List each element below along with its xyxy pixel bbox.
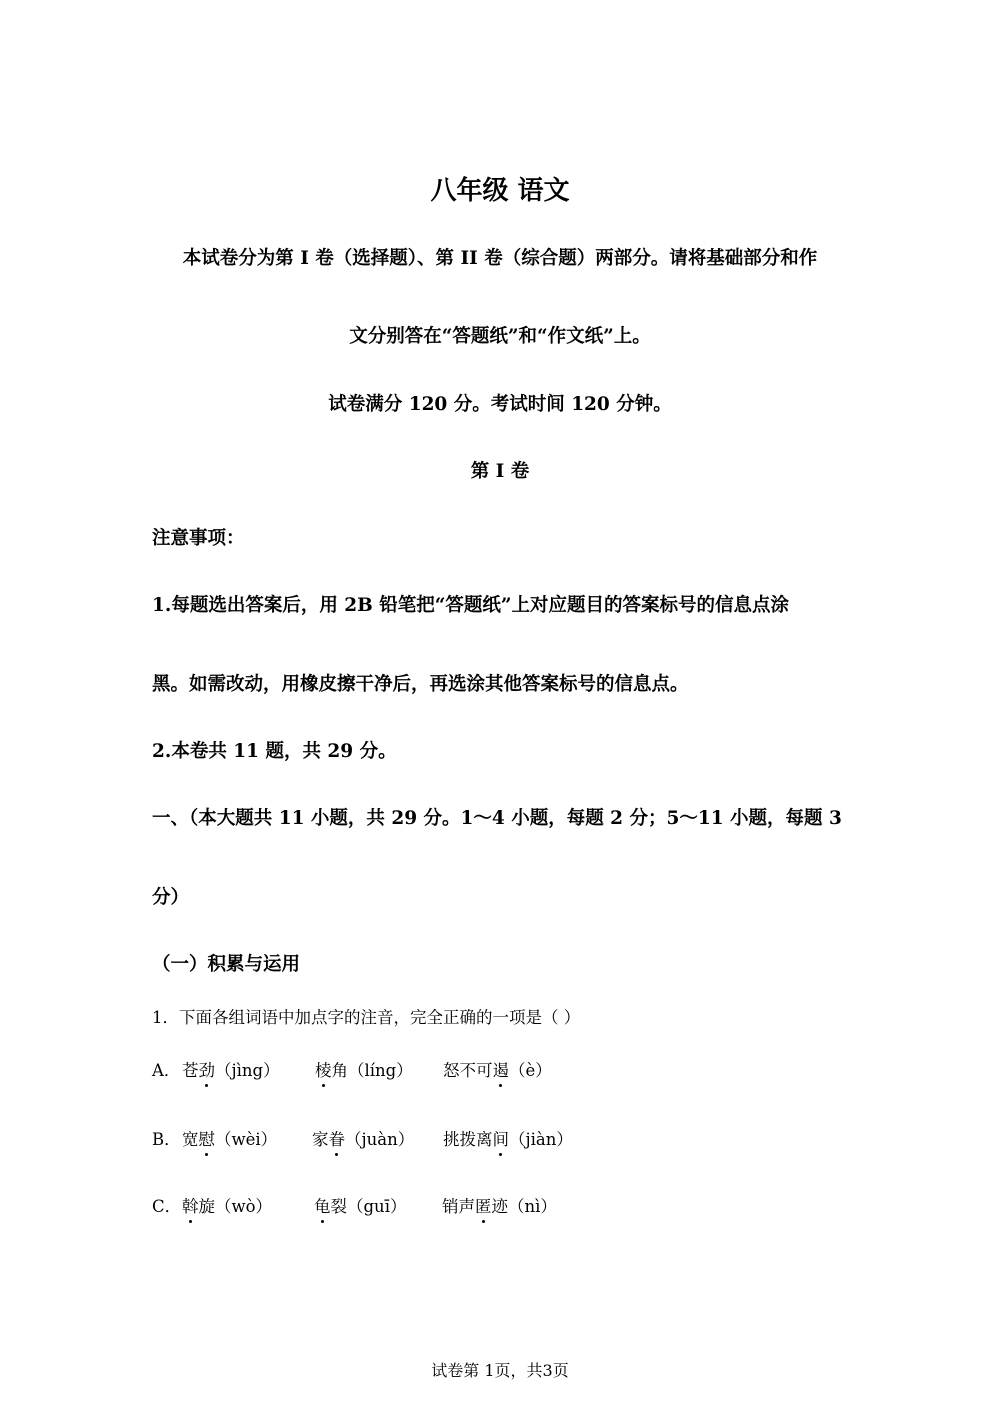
option-label: C． <box>152 1197 182 1216</box>
option-label: B． <box>152 1130 181 1149</box>
pinyin: （guī） <box>347 1197 407 1216</box>
pinyin: （wèi） <box>215 1130 278 1149</box>
dotted-character: 龟 <box>314 1193 331 1217</box>
exam-title: 八年级 语文 <box>430 176 570 206</box>
page-footer: 试卷第 1页，共3页 <box>431 1361 569 1380</box>
dotted-character: 匿 <box>475 1193 492 1217</box>
option-word: 棱角（líng） <box>315 1057 413 1081</box>
pinyin: （nì） <box>508 1197 557 1216</box>
option-word: 怒不可遏（è） <box>443 1057 552 1081</box>
intro-line-1: 本试卷分为第 I 卷（选择题）、第 II 卷（综合题）两部分。请将基础部分和作 <box>182 248 818 269</box>
dotted-character: 棱 <box>315 1057 332 1081</box>
dotted-character: 间 <box>493 1126 510 1150</box>
notice-item-2: 2.本卷共 11 题，共 29 分。 <box>152 741 397 762</box>
pinyin: （jiàn） <box>509 1130 573 1149</box>
option-label: A． <box>152 1061 181 1080</box>
dotted-character: 斡 <box>182 1193 199 1217</box>
option-c <box>152 1193 852 1223</box>
dotted-character: 遏 <box>493 1057 510 1081</box>
option-word: 销声匿迹（nì） <box>442 1193 557 1217</box>
option-word: 家眷（juàn） <box>312 1126 414 1150</box>
option-word: 挑拨离间（jiàn） <box>443 1126 573 1150</box>
section-subheading: （一）积累与运用 <box>152 954 301 975</box>
dotted-character: 慰 <box>199 1126 216 1150</box>
pinyin: （líng） <box>348 1061 413 1080</box>
pinyin: （è） <box>509 1061 552 1080</box>
question-1-stem: 1．下面各组词语中加点字的注音，完全正确的一项是（ ） <box>152 1008 581 1027</box>
option-b <box>152 1126 852 1156</box>
pinyin: （juàn） <box>345 1130 415 1149</box>
section-heading-line-1: 一、（本大题共 11 小题，共 29 分。1～4 小题，每题 2 分；5～11 小题，每题 3 <box>152 808 842 829</box>
section-heading-line-2: 分） <box>152 887 190 908</box>
notice-heading: 注意事项： <box>152 528 245 549</box>
option-word: 斡旋（wò） <box>182 1193 272 1217</box>
dotted-character: 眷 <box>329 1126 346 1150</box>
pinyin: （wò） <box>215 1197 273 1216</box>
option-word: 宽慰（wèi） <box>182 1126 277 1150</box>
pinyin: （jìng） <box>215 1061 280 1080</box>
notice-item-1-line-2: 黑。如需改动，用橡皮擦干净后，再选涂其他答案标号的信息点。 <box>152 674 689 695</box>
notice-item-1-line-1: 1.每题选出答案后，用 2B 铅笔把“答题纸”上对应题目的答案标号的信息点涂 <box>152 595 789 616</box>
option-word: 龟裂（guī） <box>314 1193 406 1217</box>
intro-line-2: 文分别答在“答题纸”和“作文纸”上。 <box>349 326 651 347</box>
volume-heading: 第 I 卷 <box>470 461 530 482</box>
option-word: 苍劲（jìng） <box>182 1057 280 1081</box>
intro-line-3: 试卷满分 120 分。考试时间 120 分钟。 <box>328 394 672 415</box>
dotted-character: 劲 <box>199 1057 216 1081</box>
option-a <box>152 1057 852 1087</box>
